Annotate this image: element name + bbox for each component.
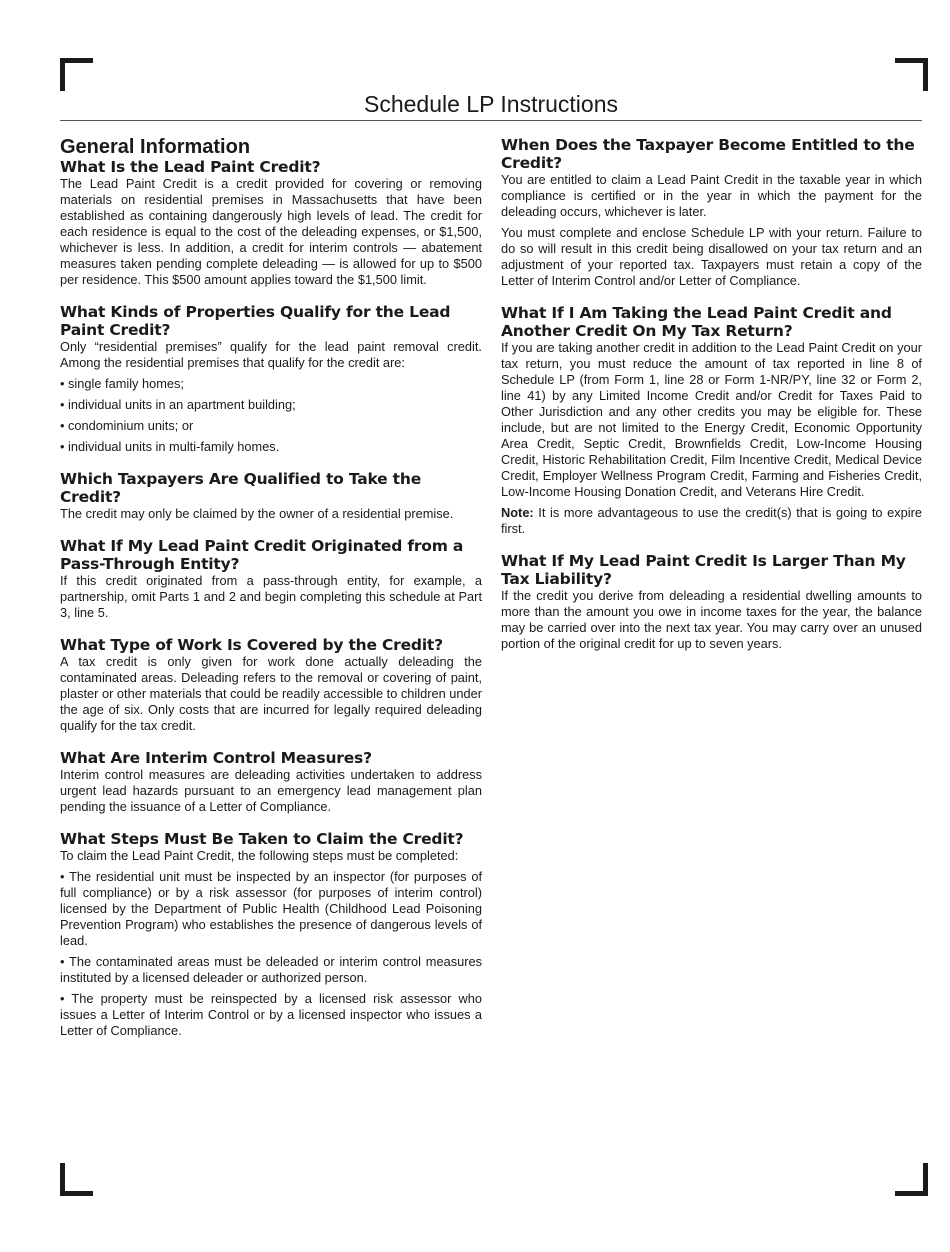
crop-mark-top-left [60,58,93,91]
section-interim-control [60,749,482,815]
paragraph: Only “residential premises” qualify for the lead paint removal credit. Among the residential premises that qualify for the credit are: [60,339,482,370]
section-another-credit [501,304,922,537]
section-steps-to-claim [60,830,482,1039]
bullet-item: • The residential unit must be inspected by an inspector (for purposes of full compliance) or by a risk assessor (for purposes of interim control) licensed by the Department of Public Health (Childhood Lead Poisoning Prevention Program) who establishes the presence of dangerous levels of lead. [60,869,482,948]
paragraph: Interim control measures are deleading activities undertaken to address urgent lead hazards pursuant to an emergency lead management plan pending the issuance of a Letter of Compliance. [60,767,482,814]
left-column [60,136,482,1054]
section-properties-qualify [60,303,482,455]
section-title: What If My Lead Paint Credit Originated from a Pass-Through Entity? [60,537,464,573]
page-title: Schedule LP Instructions [363,91,618,117]
section-title: Which Taxpayers Are Qualified to Take the Credit? [60,470,422,506]
paragraph: You are entitled to claim a Lead Paint Credit in the taxable year in which compliance is certified or in the year in which the payment for the deleading occurs, whichever is later. [501,172,922,219]
paragraph: If the credit you derive from deleading a residential dwelling amounts to more than the amount you owe in income taxes for the year, the balance may be carried over into the next tax year. You may carry over an unused portion of the original credit for up to seven years. [501,588,922,651]
section-taxpayers-qualified [60,470,482,522]
paragraph: If you are taking another credit in addition to the Lead Paint Credit on your tax return, you must reduce the amount of tax reported in line 8 of Schedule LP (from Form 1, line 28 or Form 1-NR/PY, line 32 or Form 2, line 41) by any Limited Income Credit and/or Credit for Taxes Paid to Other Jurisdiction and any other credits you may be eligible for. These include, but are not limited to the Energy Credit, Economic Opportunity Area Credit, Septic Credit, Brownfields Credit, Low-Income Housing Credit, Historic Rehabilitation Credit, Film Incentive Credit, Medical Device Credit, Employer Wellness Program Credit, Farming and Fisheries Credit, Low-Income Housing Donation Credit, and Veterans Hire Credit. [501,340,922,499]
paragraph: A tax credit is only given for work done actually deleading the contaminated areas. Deleading refers to the removal or covering of paint, plaster or other materials that could be readily accessible to children under the age of six. Only costs that are incurred for legally required deleading qualify for the tax credit. [60,654,482,733]
note-label: Note: [501,505,534,520]
bullet-item: • The property must be reinspected by a licensed risk assessor who issues a Letter of Interim Control or by a licensed inspector who issues a Letter of Compliance. [60,991,482,1038]
section-title: What Type of Work Is Covered by the Credit? [60,636,443,654]
crop-mark-top-right [895,58,928,91]
crop-mark-bottom-right [895,1163,928,1196]
bullet-item: • individual units in an apartment building; [60,397,296,412]
bullet-item: • The contaminated areas must be deleaded or interim control measures instituted by a licensed deleader or authorized person. [60,954,482,985]
bullet-item: • single family homes; [60,376,184,391]
section-title: What If My Lead Paint Credit Is Larger Than My Tax Liability? [501,552,906,588]
section-larger-than-liability [501,552,922,652]
section-title: When Does the Taxpayer Become Entitled to the Credit? [501,136,915,172]
bullet-item: • condominium units; or [60,418,194,433]
note-text: It is more advantageous to use the credit(s) that is going to expire first. [501,505,922,536]
right-column [501,136,922,667]
paragraph: To claim the Lead Paint Credit, the following steps must be completed: [60,848,459,863]
crop-mark-bottom-left [60,1163,93,1196]
paragraph: The Lead Paint Credit is a credit provided for covering or removing materials on residential premises in Massachusetts that have been established as containing dangerously high levels of lead. The credit for each residence is equal to the cost of the deleading expenses, or $1,500, whichever is less. In addition, a credit for interim controls — abatement measures taken pending complete deleading — is allowed for up to $500 per residence. This $500 amount applies toward the $1,500 limit. [60,176,482,287]
section-work-covered [60,636,482,734]
paragraph: The credit may only be claimed by the owner of a residential premise. [60,506,454,521]
section-when-entitled [501,136,922,289]
section-title: What Kinds of Properties Qualify for the Lead Paint Credit? [60,303,451,339]
section-what-is-credit [60,158,482,288]
title-rule [60,120,922,121]
paragraph: You must complete and enclose Schedule LP with your return. Failure to do so will result in this credit being disallowed on your tax return and an adjustment of your reported tax. Taxpayers must retain a copy of the Letter of Interim Control and/or Letter of Compliance. [501,225,922,288]
section-title: What Is the Lead Paint Credit? [60,158,321,176]
paragraph: If this credit originated from a pass-through entity, for example, a partnership, omit Parts 1 and 2 and begin completing this schedule at Part 3, line 5. [60,573,482,620]
general-information-heading: General Information [60,136,251,158]
section-title: What Steps Must Be Taken to Claim the Credit? [60,830,464,848]
bullet-item: • individual units in multi-family homes. [60,439,280,454]
note-paragraph [501,505,922,537]
section-title: What Are Interim Control Measures? [60,749,372,767]
section-pass-through [60,537,482,621]
section-title: What If I Am Taking the Lead Paint Credit and Another Credit On My Tax Return? [501,304,892,340]
